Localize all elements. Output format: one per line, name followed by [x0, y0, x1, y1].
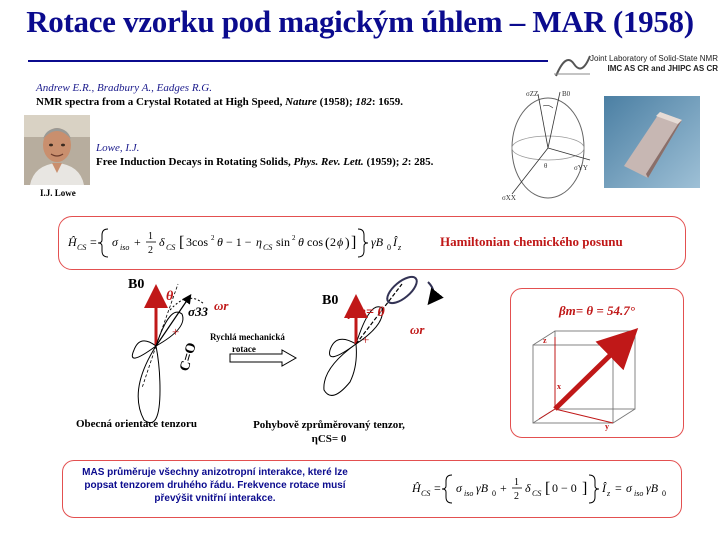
- ref2-volume: 2: [402, 156, 408, 168]
- crystal-photo: [604, 96, 700, 188]
- caption-general-orientation: Obecná orientace tenzoru: [76, 418, 197, 430]
- svg-text:2: 2: [148, 245, 153, 256]
- ref1-authors: Andrew E.R., Bradbury A., Eadges R.G.: [36, 82, 212, 94]
- ref1-volume: 182: [355, 96, 372, 108]
- mas-equation: [412, 472, 672, 506]
- svg-text:CS: CS: [77, 243, 87, 252]
- magic-angle-box: [510, 288, 684, 438]
- svg-text:+: +: [500, 481, 507, 495]
- logo-line-1: Joint Laboratory of Solid-State NMR: [589, 54, 718, 63]
- svg-text:[: [: [179, 234, 185, 251]
- svg-text:σ: σ: [456, 481, 462, 495]
- svg-text:CS: CS: [166, 243, 176, 252]
- svg-text:): ): [345, 236, 350, 251]
- svg-text:σ: σ: [626, 481, 632, 495]
- svg-text:2: 2: [292, 234, 296, 242]
- svg-text:Ĥ: Ĥ: [412, 481, 421, 495]
- ref1-pages: : 1659.: [371, 96, 404, 108]
- ref1-year: (1958);: [319, 96, 353, 108]
- right-plus-sign: +: [362, 332, 370, 347]
- svg-text:Î: Î: [393, 235, 397, 249]
- right-beta-label: βm= θ: [348, 305, 385, 320]
- svg-text:z: z: [398, 243, 402, 252]
- svg-text:iso: iso: [634, 489, 644, 498]
- cube-axis-y: y: [605, 422, 609, 431]
- left-tensor: [128, 277, 229, 423]
- caption-averaged-line1: Pohybově zprůměrovaný tenzor,: [253, 419, 405, 431]
- svg-text:γB: γB: [646, 481, 659, 495]
- magic-angle-label: βm= θ = 54.7°: [558, 303, 636, 318]
- rotor-label-b0: B0: [562, 90, 571, 98]
- svg-text:(: (: [325, 236, 330, 251]
- svg-text:0: 0: [492, 489, 496, 498]
- ref2-journal: Phys. Rev. Lett.: [293, 156, 364, 168]
- svg-text:]: ]: [582, 480, 588, 497]
- title-underline: [28, 60, 548, 62]
- svg-text:iso: iso: [464, 489, 474, 498]
- right-tensor: [322, 272, 434, 395]
- hamiltonian-label: Hamiltonian chemického posunu: [440, 234, 623, 249]
- svg-text:0: 0: [662, 489, 666, 498]
- svg-text:2: 2: [211, 234, 215, 242]
- svg-text:CS: CS: [263, 243, 273, 252]
- svg-text:σ: σ: [112, 235, 118, 249]
- svg-text:1: 1: [148, 231, 153, 242]
- svg-text:δ: δ: [159, 235, 165, 249]
- photo-caption: I.J. Lowe: [40, 188, 76, 198]
- rotation-label-1: Rychlá mechanická: [210, 332, 285, 342]
- carbonyl-label: C=O: [177, 341, 200, 374]
- right-omega-label: ωr: [410, 322, 425, 337]
- svg-text:0 − 0: 0 − 0: [552, 481, 577, 495]
- svg-text:CS: CS: [421, 489, 431, 498]
- ref1-journal: Nature: [285, 96, 317, 108]
- ref2-year: (1959);: [366, 156, 400, 168]
- rotor-label-theta: θ: [544, 162, 548, 170]
- svg-text:3cos: 3cos: [186, 235, 208, 249]
- svg-text:+: +: [134, 235, 141, 249]
- svg-text:2: 2: [330, 235, 336, 249]
- caption-averaged-tensor: [234, 418, 424, 446]
- svg-text:δ: δ: [525, 481, 531, 495]
- svg-text:1: 1: [514, 477, 519, 488]
- svg-text:z: z: [607, 489, 611, 498]
- cube-axis-z: z: [543, 336, 547, 345]
- svg-text:θ: θ: [217, 235, 223, 249]
- svg-text:γB: γB: [371, 235, 384, 249]
- left-b0-label: B0: [128, 277, 145, 292]
- svg-text:[: [: [545, 480, 551, 497]
- ref1-text: NMR spectra from a Crystal Rotated at High Speed,: [36, 96, 283, 108]
- svg-text:θ: θ: [298, 235, 304, 249]
- svg-text:=: =: [434, 481, 441, 495]
- cube-diagram: [525, 321, 669, 431]
- svg-text:iso: iso: [120, 243, 130, 252]
- svg-text:sin: sin: [276, 235, 291, 249]
- ref1-citation: [36, 96, 403, 108]
- caption-averaged-line2: ηCS= 0: [311, 433, 347, 445]
- svg-text:− 1 −: − 1 −: [226, 235, 252, 249]
- rotor-schematic: [498, 86, 598, 204]
- svg-text:]: ]: [351, 234, 357, 251]
- svg-text:0: 0: [387, 243, 391, 252]
- ref2-authors: Lowe, I.J.: [96, 142, 140, 154]
- svg-text:CS: CS: [532, 489, 542, 498]
- ref2-citation: [96, 156, 433, 168]
- svg-text:=: =: [615, 481, 622, 495]
- ref2-pages: : 285.: [407, 156, 434, 168]
- svg-text:γB: γB: [476, 481, 489, 495]
- svg-text:Î: Î: [602, 481, 606, 495]
- rotation-label-2: rotace: [232, 344, 256, 354]
- right-b0-label: B0: [322, 293, 339, 308]
- left-theta-label: θ: [166, 289, 174, 304]
- svg-text:ϕ: ϕ: [337, 235, 344, 249]
- portrait-photo: [24, 115, 90, 185]
- rotor-label-yy: σYY: [574, 164, 588, 172]
- lab-logo: [552, 48, 720, 84]
- hamiltonian-equation: [68, 226, 428, 260]
- svg-text:=: =: [90, 235, 97, 249]
- page-title: Rotace vzorku pod magickým úhlem – MAR (1958): [26, 4, 694, 39]
- svg-text:η: η: [256, 235, 262, 249]
- sigma33-label: σ33: [188, 304, 209, 319]
- mas-description: MAS průměruje všechny anizotropní interakce, které lze popsat tenzorem druhého řádu. Frekvence rotace musí převýšit vnitřní interakce.: [82, 467, 348, 504]
- svg-text:Ĥ: Ĥ: [68, 235, 77, 249]
- rotor-label-xx: σXX: [502, 194, 516, 202]
- logo-line-2: IMC AS CR and JHIPC AS CR: [607, 64, 718, 73]
- left-plus-sign: +: [172, 324, 180, 339]
- cube-axis-x: x: [557, 382, 561, 391]
- rotor-label-zz: σZZ: [526, 90, 539, 98]
- svg-text:cos: cos: [307, 235, 323, 249]
- left-omega-label: ωr: [214, 298, 229, 313]
- ref2-text: Free Induction Decays in Rotating Solids,: [96, 156, 291, 168]
- svg-text:2: 2: [514, 491, 519, 502]
